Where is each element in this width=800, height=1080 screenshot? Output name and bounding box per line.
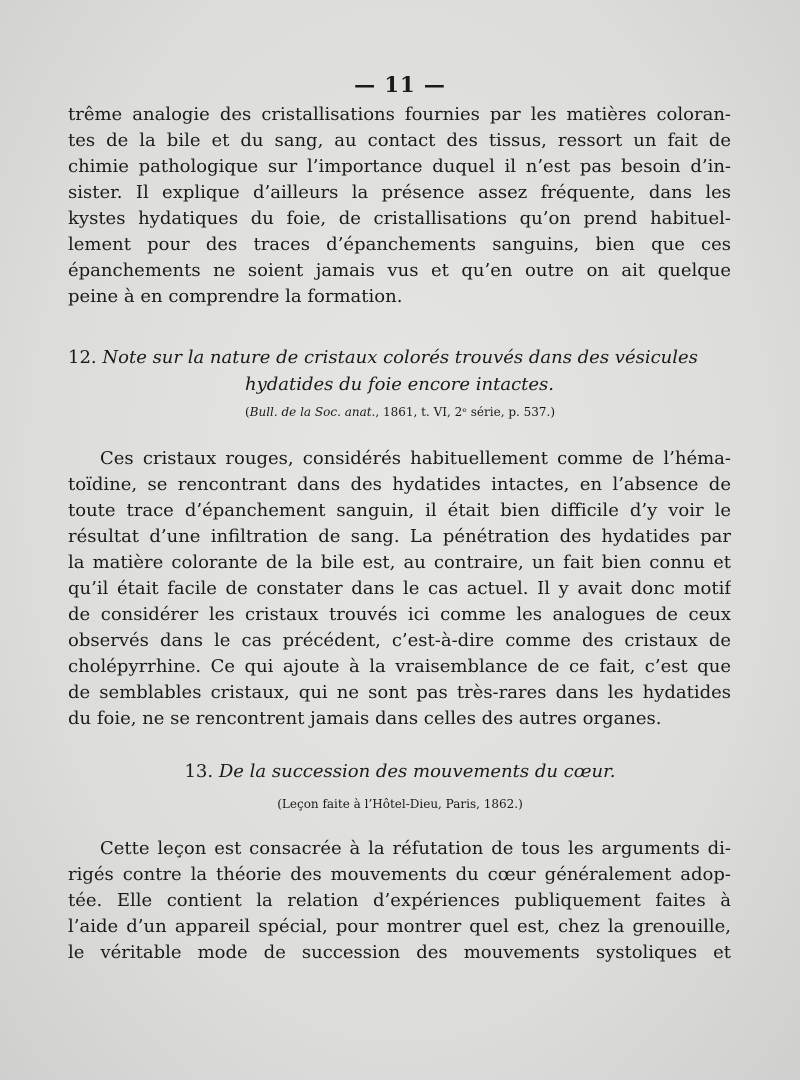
text-line: la matière colorante de la bile est, au contraire, un fait bien connu et (68, 552, 731, 573)
section-number: 13. (184, 761, 214, 782)
text-line: l’aide d’un appareil spécial, pour montrer quel est, chez la grenouille, (68, 916, 731, 937)
text-line: rigés contre la théorie des mouvements du cœur généralement adop- (68, 864, 731, 885)
text-line: sister. Il explique d’ailleurs la présence assez fréquente, dans les (68, 182, 731, 203)
text-line: de semblables cristaux, qui ne sont pas très-rares dans les hydatides (68, 682, 731, 703)
paragraph-3 (68, 836, 731, 966)
paragraph-2 (68, 446, 731, 732)
text-line: tée. Elle contient la relation d’expériences publiquement faites à (68, 890, 731, 911)
text-line: peine à en comprendre la formation. (68, 286, 403, 307)
text-line: chimie pathologique sur l’importance duquel il n’est pas besoin d’in- (68, 156, 731, 177)
text-line: résultat d’une infiltration de sang. La pénétration des hydatides par (68, 526, 731, 547)
text-line: Cette leçon est consacrée à la réfutation de tous les arguments di- (100, 838, 731, 859)
text-line: Ces cristaux rouges, considérés habituellement comme de l’héma- (100, 448, 731, 469)
section-13-heading (0, 758, 800, 785)
text-line: épanchements ne soient jamais vus et qu’en outre on ait quelque (68, 260, 731, 281)
section-13-reference: (Leçon faite à l’Hôtel-Dieu, Paris, 1862.) (277, 797, 523, 811)
page-number: — 11 — (354, 72, 446, 97)
paragraph-1 (68, 102, 731, 310)
section-title-line-1: Note sur la nature de cristaux colorés trouvés dans des vésicules (102, 347, 698, 368)
text-line: lement pour des traces d’épanchements sanguins, bien que ces (68, 234, 731, 255)
text-line: toute trace d’épanchement sanguin, il était bien difficile d’y voir le (68, 500, 731, 521)
text-line: tes de la bile et du sang, au contact des tissus, ressort un fait de (68, 130, 731, 151)
section-12-heading (68, 344, 731, 398)
text-line: qu’il était facile de constater dans le cas actuel. Il y avait donc motif (68, 578, 731, 599)
text-line: trême analogie des cristallisations fournies par les matières coloran- (68, 104, 731, 125)
text-line: observés dans le cas précédent, c’est-à-dire comme des cristaux de (68, 630, 731, 651)
text-line: du foie, ne se rencontrent jamais dans celles des autres organes. (68, 708, 662, 729)
reference-details: , 1861, t. VI, 2ᵉ série, p. 537. (375, 405, 551, 419)
reference-source: Bull. de la Soc. anat. (249, 405, 376, 419)
section-title-line-2: hydatides du foie encore intactes. (245, 374, 554, 395)
section-12-reference: (Bull. de la Soc. anat., 1861, t. VI, 2ᵉ série, p. 537.) (244, 405, 556, 419)
text-line: de considérer les cristaux trouvés ici comme les analogues de ceux (68, 604, 731, 625)
text-line: kystes hydatiques du foie, de cristallisations qu’on prend habituel- (68, 208, 731, 229)
text-line: cholépyrrhine. Ce qui ajoute à la vraisemblance de ce fait, c’est que (68, 656, 731, 677)
text-line: toïdine, se rencontrant dans des hydatides intactes, en l’absence de (68, 474, 731, 495)
text-line: le véritable mode de succession des mouvements systoliques et (68, 942, 731, 963)
section-title: De la succession des mouvements du cœur. (218, 761, 616, 782)
section-number: 12. (68, 347, 97, 368)
